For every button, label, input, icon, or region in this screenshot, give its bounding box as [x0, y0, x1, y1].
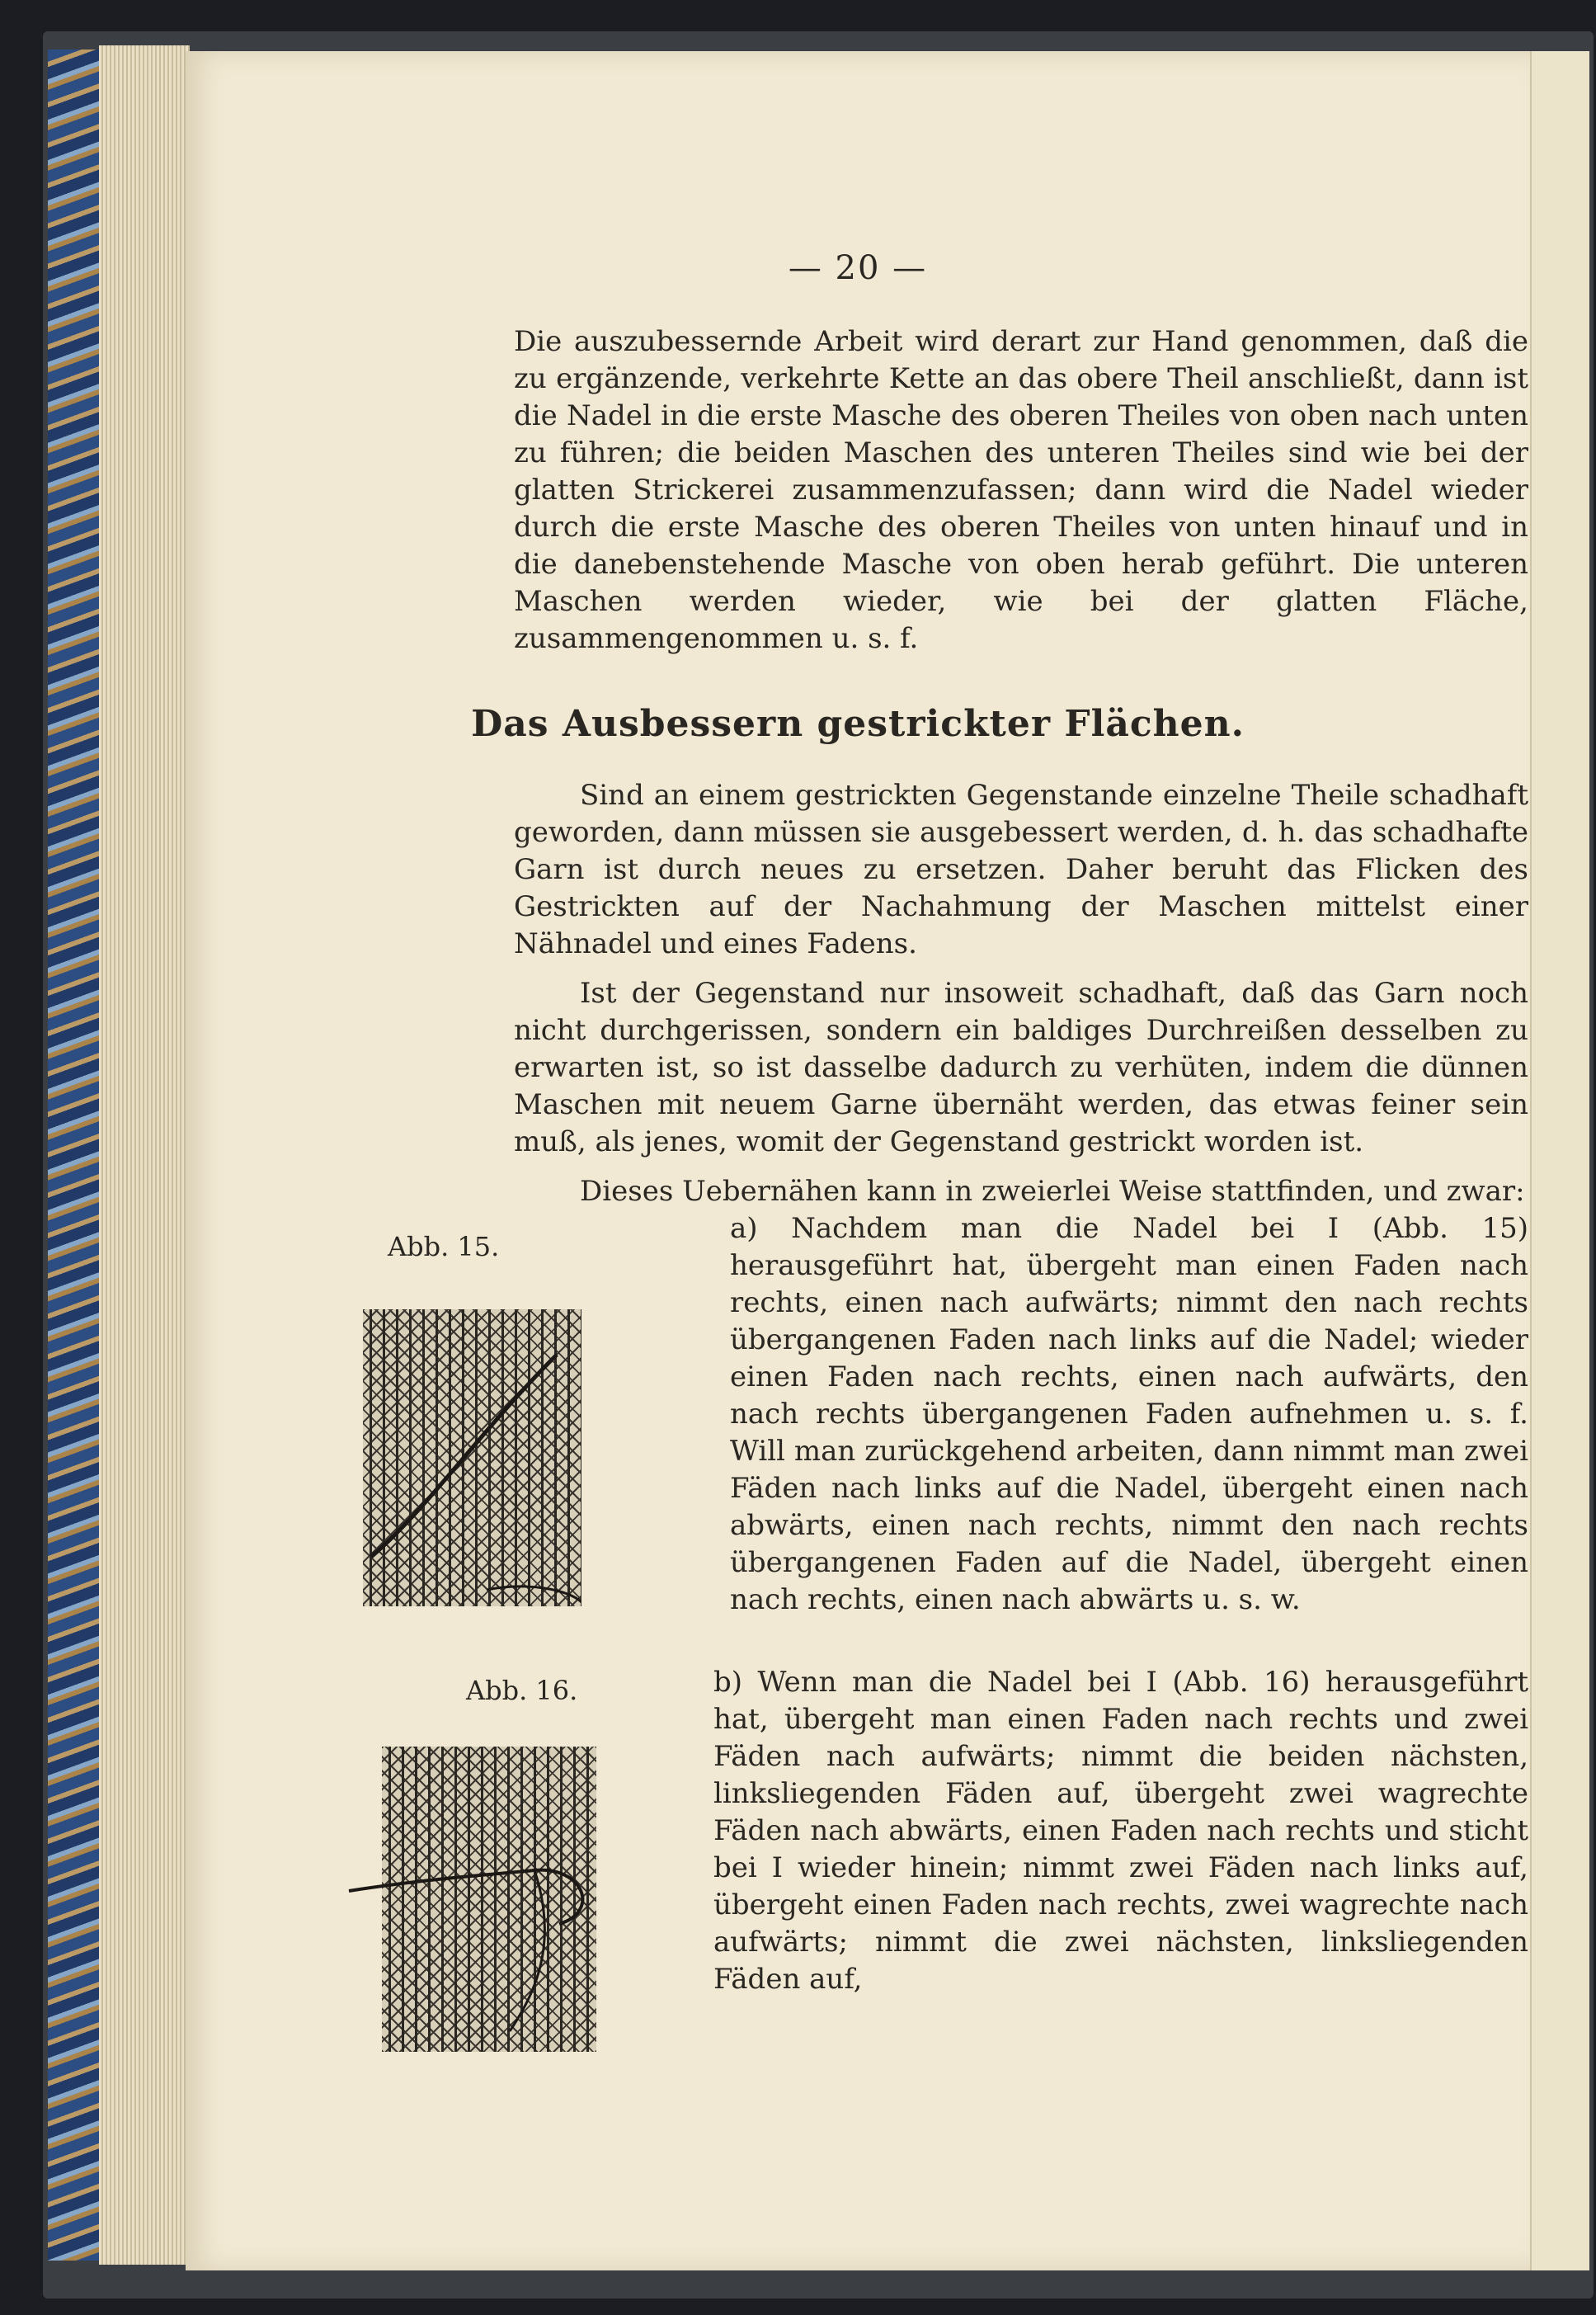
figure-16-caption: Abb. 16.: [466, 1675, 578, 1706]
paragraph-3: Ist der Gegenstand nur insoweit schadhaft, daß das Garn noch nicht durchgerissen, sondern ein baldiges Durchreißen desselben zu erwarten ist, so ist dasselbe dadurch zu verhüten, indem die dünnen Maschen mit neuem Garne übernäht werden, das etwas feiner sein muß, als jenes, womit der Gegenstand gestrickt worden ist.: [514, 977, 1528, 1158]
paragraph-6: b) Wenn man die Nadel bei I (Abb. 16) herausgeführt hat, übergeht man einen Faden nach rechts und zwei Fäden nach aufwärts; nimmt die beiden nächsten, linksliegenden Fäden auf, übergeht zwei wagrechte Fäden nach abwärts, einen Faden nach rechts und sticht bei I wieder hinein; nimmt zwei Fäden nach links auf, übergeht einen Faden nach rechts, zwei wagrechte nach aufwärts; nimmt die zwei nächsten, linksliegenden Fäden auf,: [713, 1666, 1528, 1996]
figure-15-caption: Abb. 15.: [388, 1231, 500, 1262]
book-page: [186, 51, 1530, 2270]
paragraph-4: Dieses Uebernähen kann in zweierlei Weise stattfinden, und zwar:: [580, 1175, 1525, 1208]
paragraph-1: Die auszubessernde Arbeit wird derart zur Hand genommen, daß die zu ergänzende, verkehrte Kette an das obere Theil anschließt, dann ist die Nadel in die erste Masche des oberen Theiles von oben nach unten zu führen; die beiden Maschen des unteren Theiles sind wie bei der glatten Strickerei zusammenzufassen; dann wird die Nadel wieder durch die erste Masche des oberen Theiles von unten hinauf und in die danebenstehende Masche von oben herab geführt. Die unteren Maschen werden wieder, wie bei der glatten Fläche, zusammengenommen u. s. f.: [514, 325, 1528, 655]
facing-page-edge: [1530, 51, 1589, 2270]
section-heading: Das Ausbessern gestrickter Flächen.: [471, 703, 1245, 745]
figure-15-illustration: [363, 1309, 581, 1606]
paragraph-5: a) Nachdem man die Nadel bei I (Abb. 15) herausgeführt hat, übergeht man einen Faden nach rechts, einen nach aufwärts; nimmt den nach rechts übergangenen Faden nach links auf die Nadel; wieder einen Faden nach rechts, einen nach aufwärts, den nach rechts übergangenen Faden aufnehmen u. s. f. Will man zurückgehend arbeiten, dann nimmt man zwei Fäden nach links auf die Nadel, übergeht einen nach abwärts, einen nach rechts, nimmt den nach rechts übergangenen Faden auf die Nadel, übergeht einen nach rechts, einen nach abwärts u. s. w.: [730, 1212, 1528, 1616]
marbled-endpaper: [48, 50, 104, 2261]
page-number: — 20 —: [788, 249, 928, 287]
page-edges: [99, 45, 190, 2265]
figure-16-illustration: [382, 1747, 596, 2052]
paragraph-2: Sind an einem gestrickten Gegenstande einzelne Theile schadhaft geworden, dann müssen sie ausgebessert werden, d. h. das schadhafte Garn ist durch neues zu ersetzen. Daher beruht das Flicken des Gestrickten auf der Nachahmung der Maschen mittelst einer Nähnadel und eines Fadens.: [514, 779, 1528, 960]
